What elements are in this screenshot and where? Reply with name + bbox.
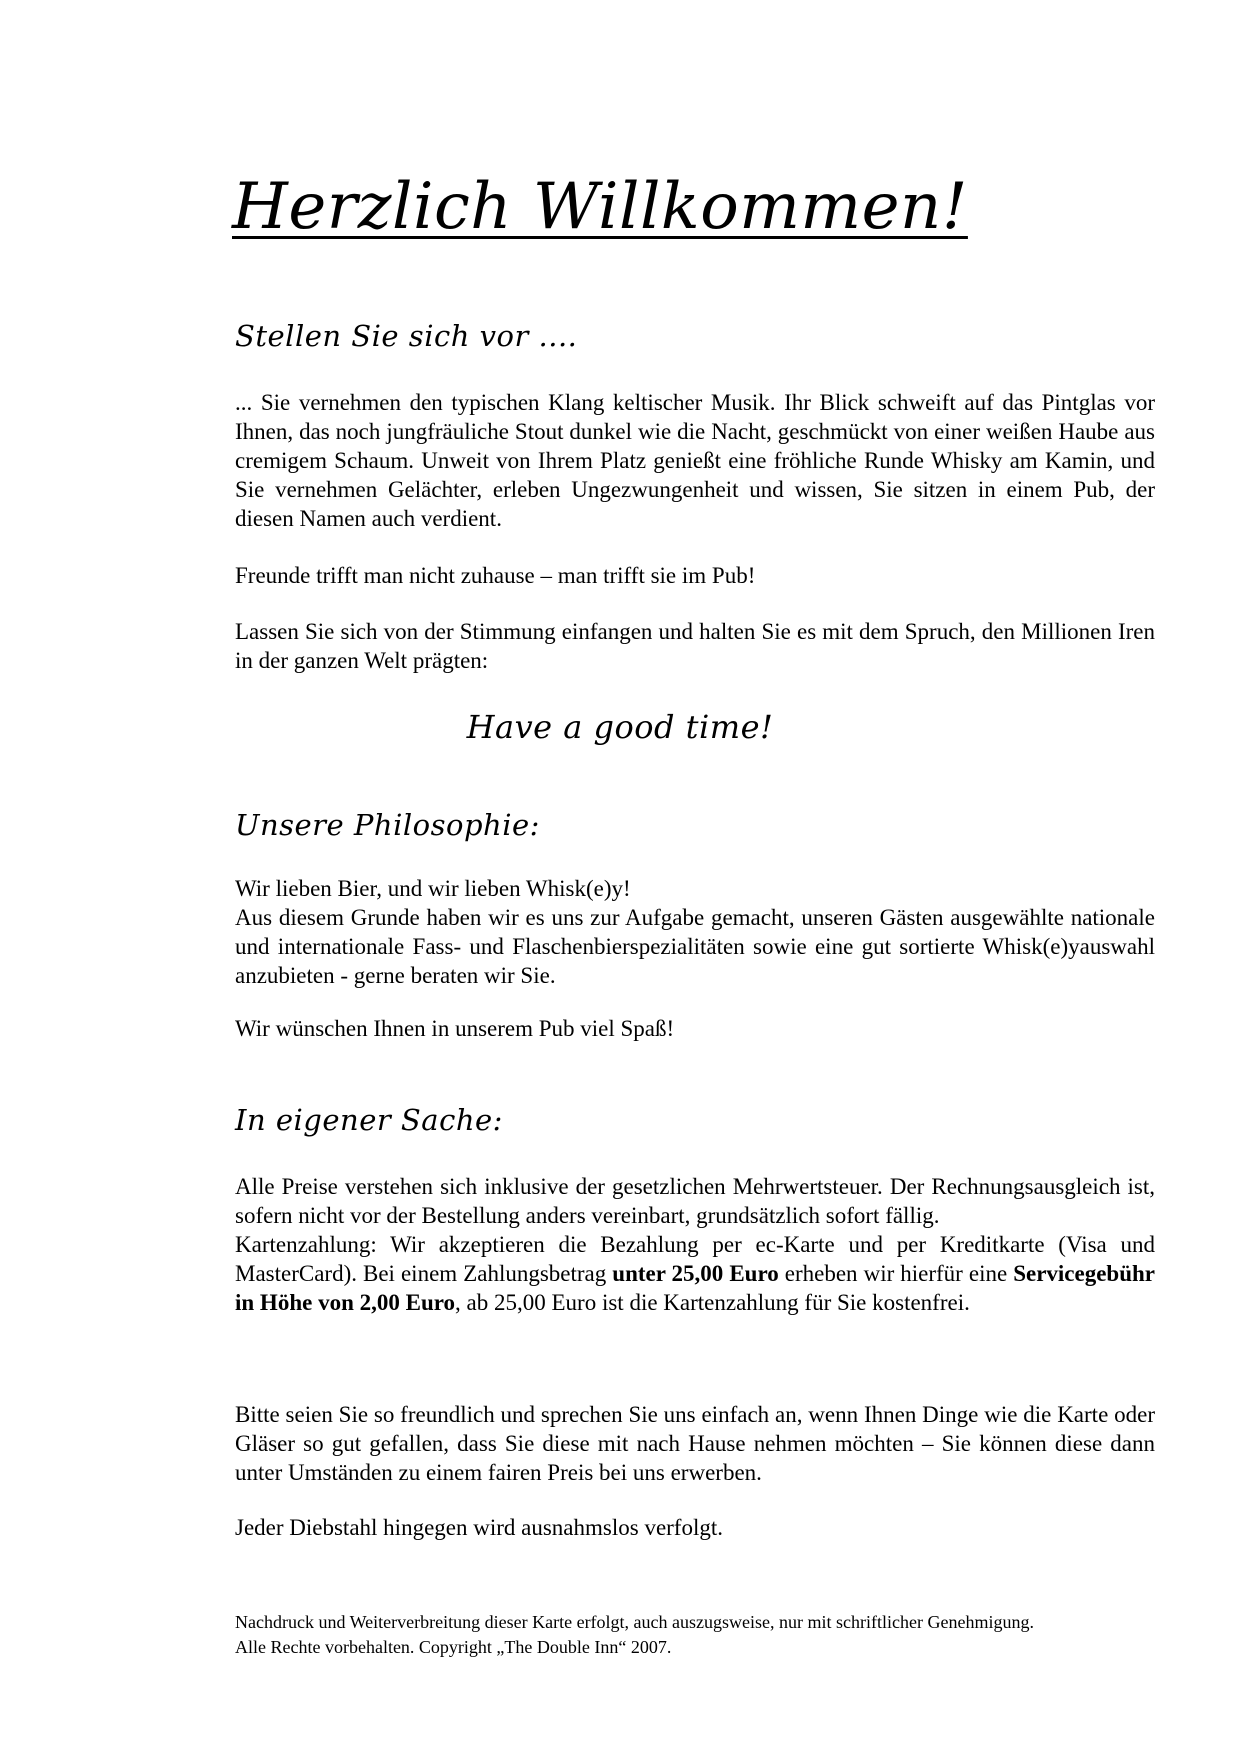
theft-paragraph — [235, 1513, 1155, 1542]
intro-text: ... Sie vernehmen den typischen Klang keltischer Musik. Ihr Blick schweift auf das Pintglas vor Ihnen, das noch jungfräuliche Stout dunkel wie die Nacht, geschmückt von einer weißen Haube aus cremigem Schaum. Unweit von Ihrem Platz genießt eine fröhliche Runde Whisky am Kamin, und Sie vernehmen Gelächter, erleben Ungezwungenheit und wissen, Sie sitzen in einem Pub, der diesen Namen auch verdient. — [235, 390, 1155, 531]
theft-text: Jeder Diebstahl hingegen wird ausnahmslos verfolgt. — [235, 1515, 723, 1540]
copyright-text: Nachdruck und Weiterverbreitung dieser Karte erfolgt, auch auszugsweise, nur mit schriftlicher Genehmigung. Alle Rechte vorbehalten. Copyright „The Double Inn“ 2007. — [235, 1612, 1034, 1657]
philosophy-line-2: Aus diesem Grunde haben wir es uns zur Aufgabe gemacht, unseren Gästen ausgewählte nationale und internationale Fass- und Flaschenbierspezialitäten sowie eine gut sortierte Whisk(e)yauswahl anzubieten - gerne beraten wir Sie. — [235, 905, 1155, 988]
page-title: Herzlich Willkommen! — [232, 170, 968, 244]
pub-saying-text: Freunde trifft man nicht zuhause – man trifft sie im Pub! — [235, 563, 756, 588]
intro-heading: Stellen Sie sich vor .... — [235, 319, 578, 353]
mood-paragraph — [235, 617, 1155, 675]
souvenir-text: Bitte seien Sie so freundlich und sprechen Sie uns einfach an, wenn Ihnen Dinge wie die Karte oder Gläser so gut gefallen, dass Sie diese mit nach Hause nehmen möchten – Sie können diese dann unter Umständen zu einem fairen Preis bei uns erwerben. — [235, 1402, 1155, 1485]
card-payment-text — [235, 1230, 1155, 1317]
card-bold-amount: unter 25,00 Euro — [612, 1261, 779, 1286]
own-matter-heading: In eigener Sache: — [235, 1103, 503, 1137]
mood-text: Lassen Sie sich von der Stimmung einfangen und halten Sie es mit dem Spruch, den Millionen Iren in der ganzen Welt prägten: — [235, 619, 1155, 673]
card-bold-fee: Servicegebühr in Höhe von 2,00 Euro — [235, 1261, 1156, 1315]
philosophy-wish — [235, 1014, 1155, 1043]
card-text-part-3: , ab 25,00 Euro ist die Kartenzahlung für Sie kostenfrei. — [455, 1290, 970, 1315]
philosophy-wish-text: Wir wünschen Ihnen in unserem Pub viel Spaß! — [235, 1016, 675, 1041]
philosophy-paragraph — [235, 874, 1155, 990]
payment-paragraph — [235, 1172, 1155, 1317]
philosophy-heading: Unsere Philosophie: — [235, 808, 540, 842]
philosophy-line-1: Wir lieben Bier, und wir lieben Whisk(e)y! — [235, 876, 631, 901]
intro-paragraph — [235, 388, 1155, 533]
prices-text: Alle Preise verstehen sich inklusive der gesetzlichen Mehrwertsteuer. Der Rechnungsausgleich ist, sofern nicht vor der Bestellung anders vereinbart, grundsätzlich sofort fällig. — [235, 1174, 1155, 1228]
souvenir-paragraph — [235, 1400, 1155, 1487]
card-text-part-1: Kartenzahlung: Wir akzeptieren die Bezahlung per ec-Karte und per Kreditkarte (Visa und MasterCard). Bei einem Zahlungsbetrag — [235, 1232, 1155, 1286]
motto: Have a good time! — [466, 708, 774, 746]
copyright-footer — [235, 1610, 1055, 1660]
card-text-part-2: erheben wir hierfür eine — [778, 1261, 1014, 1286]
pub-saying — [235, 561, 1155, 590]
